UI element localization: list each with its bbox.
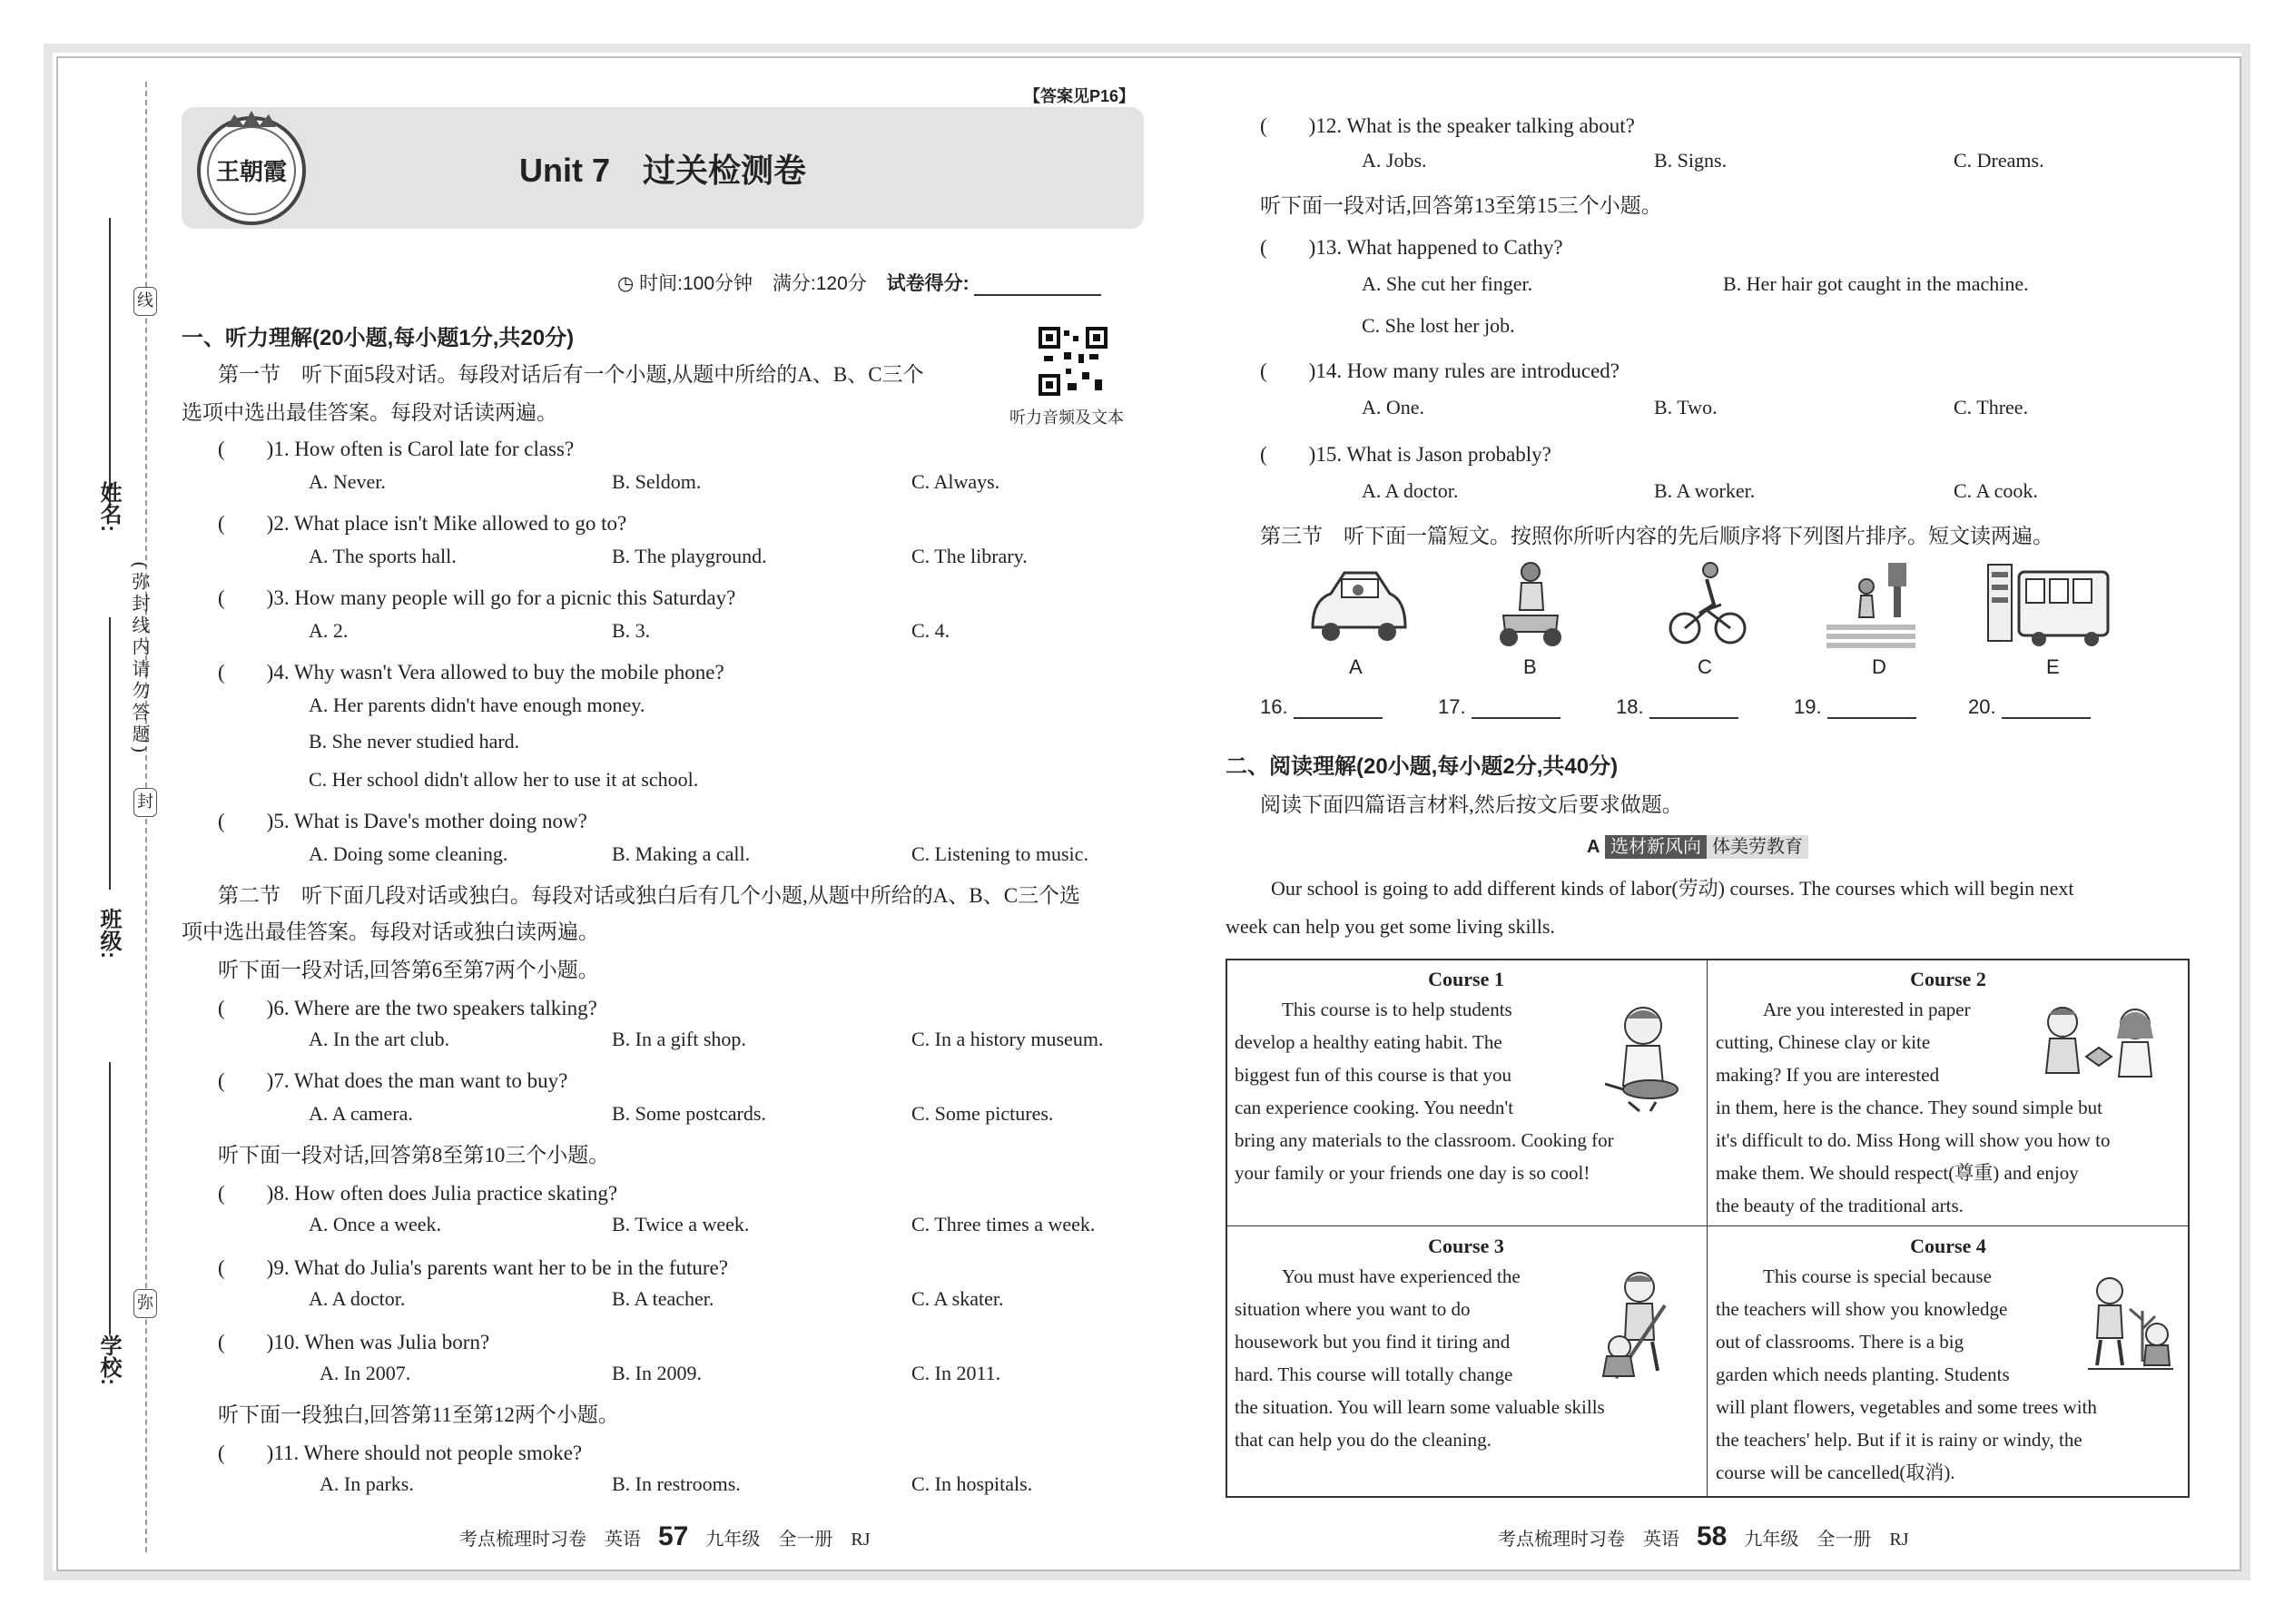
- q13-option-b: B. Her hair got caught in the machine.: [1723, 272, 2029, 295]
- part2-instruction-2: 项中选出最佳答案。每段对话或独白读两遍。: [182, 920, 599, 943]
- footer-right-grade: 九年级 全一册 RJ: [1744, 1530, 1909, 1550]
- q9-option-a: A. A doctor.: [309, 1287, 406, 1310]
- q11-option-a: A. In parks.: [320, 1472, 414, 1495]
- picture-label-e: E: [2046, 655, 2060, 678]
- q5-option-b: B. Making a call.: [612, 842, 751, 865]
- course-3-cell: [1226, 1225, 1707, 1498]
- question-10: ( )10. When was Julia born?: [218, 1331, 490, 1353]
- passage-intro-2: week can help you get some living skills.: [1226, 915, 1555, 938]
- q15-option-b: B. A worker.: [1654, 479, 1756, 502]
- course-3-line-4: hard. This course will totally change: [1235, 1363, 1513, 1385]
- instruction-11-12: 听下面一段独白,回答第11至第12两个小题。: [218, 1403, 619, 1426]
- q3-option-c: C. 4.: [911, 619, 950, 642]
- q5-option-a: A. Doing some cleaning.: [309, 842, 508, 865]
- q5-option-c: C. Listening to music.: [911, 842, 1088, 865]
- course-4-line-7: course will be cancelled(取消).: [1716, 1462, 1955, 1483]
- blank-20[interactable]: [1968, 695, 2091, 719]
- course-4-line-1: This course is special because: [1763, 1265, 1992, 1287]
- clock-icon: ◷: [617, 273, 635, 294]
- q13-option-c: C. She lost her job.: [1362, 314, 1515, 337]
- footer-right: [1498, 1521, 1909, 1552]
- listening-heading: 一、听力理解(20小题,每小题1分,共20分): [182, 326, 575, 350]
- footer-left: [459, 1521, 871, 1552]
- q12-option-c: C. Dreams.: [1954, 149, 2044, 172]
- blank-17-label: 17.: [1438, 695, 1466, 718]
- course-2-title: Course 2: [1910, 968, 1986, 990]
- passage-intro-1: Our school is going to add different kinds of labor(劳动) courses. The courses which will begin next: [1271, 877, 2074, 900]
- question-2: ( )2. What place isn't Mike allowed to go to?: [218, 512, 627, 535]
- course-1-line-3: biggest fun of this course is that you: [1235, 1064, 1512, 1086]
- course-4-line-3: out of classrooms. There is a big: [1716, 1331, 1964, 1353]
- q14-option-b: B. Two.: [1654, 396, 1718, 418]
- course-4-cell: [1707, 1225, 2190, 1498]
- page-number-left: 57: [658, 1521, 689, 1551]
- seal-label: 封: [133, 788, 157, 817]
- q2-option-c: C. The library.: [911, 545, 1028, 567]
- picture-label-b: B: [1523, 655, 1537, 678]
- school-line: [109, 1062, 111, 1334]
- picture-a-car: [1304, 559, 1413, 650]
- course-2-line-7: the beauty of the traditional arts.: [1716, 1195, 1964, 1216]
- question-9: ( )9. What do Julia's parents want her to be in the future?: [218, 1256, 728, 1279]
- question-7: ( )7. What does the man want to buy?: [218, 1069, 568, 1092]
- course-1-illustration-cooking: [1596, 1002, 1696, 1115]
- course-1-line-6: your family or your friends one day is so cool!: [1235, 1162, 1590, 1184]
- picture-c-bicycle: [1667, 559, 1748, 650]
- blank-17[interactable]: [1438, 695, 1561, 719]
- course-2-line-6: make them. We should respect(尊重) and enjoy: [1716, 1162, 2079, 1184]
- q13-option-a: A. She cut her finger.: [1362, 272, 1533, 295]
- course-1-cell: [1226, 959, 1707, 1225]
- instruction-6-7: 听下面一段对话,回答第6至第7两个小题。: [218, 959, 599, 981]
- tag-new-trend: 选材新风向: [1605, 835, 1707, 859]
- course-2-line-5: it's difficult to do. Miss Hong will show you how to: [1716, 1129, 2111, 1151]
- q8-option-c: C. Three times a week.: [911, 1213, 1096, 1235]
- q1-option-c: C. Always.: [911, 470, 1000, 493]
- q4-option-c: C. Her school didn't allow her to use it at school.: [309, 768, 699, 791]
- q3-option-a: A. 2.: [309, 619, 349, 642]
- blank-19[interactable]: [1794, 695, 1916, 719]
- course-4-line-2: the teachers will show you knowledge: [1716, 1298, 2008, 1320]
- course-3-line-2: situation where you want to do: [1235, 1298, 1471, 1320]
- qr-caption: 听力音频及文本: [1009, 408, 1124, 427]
- footer-left-grade: 九年级 全一册 RJ: [705, 1530, 871, 1550]
- class-line: [109, 617, 111, 890]
- question-5: ( )5. What is Dave's mother doing now?: [218, 810, 587, 832]
- picture-label-a: A: [1349, 655, 1363, 678]
- course-1-line-5: bring any materials to the classroom. Cooking for: [1235, 1129, 1614, 1151]
- course-2-cell: [1707, 959, 2190, 1225]
- footer-right-series: 考点梳理时习卷 英语: [1498, 1530, 1679, 1550]
- course-2-line-1: Are you interested in paper: [1763, 999, 1971, 1020]
- reading-intro: 阅读下面四篇语言材料,然后按文后要求做题。: [1260, 793, 1683, 816]
- picture-label-d: D: [1872, 655, 1886, 678]
- part2-instruction-1: 第二节 听下面几段对话或独白。每段对话或独白后有几个小题,从题中所给的A、B、C三个选: [218, 884, 1081, 907]
- course-4-line-6: the teachers' help. But if it is rainy or windy, the: [1716, 1429, 2082, 1451]
- picture-e-bus-stop: [1984, 559, 2112, 650]
- q10-option-c: C. In 2011.: [911, 1362, 1001, 1384]
- course-1-line-2: develop a healthy eating habit. The: [1235, 1031, 1502, 1053]
- q10-option-a: A. In 2007.: [320, 1362, 411, 1384]
- q1-option-a: A. Never.: [309, 470, 386, 493]
- q11-option-b: B. In restrooms.: [612, 1472, 741, 1495]
- q7-option-c: C. Some pictures.: [911, 1102, 1054, 1125]
- question-6: ( )6. Where are the two speakers talking?: [218, 997, 597, 1019]
- question-15: ( )15. What is Jason probably?: [1260, 443, 1551, 466]
- school-label: 学校:: [96, 1334, 121, 1385]
- full-score: 满分:120分: [772, 273, 867, 294]
- q3-option-b: B. 3.: [612, 619, 651, 642]
- q6-option-b: B. In a gift shop.: [612, 1028, 746, 1050]
- q11-option-c: C. In hospitals.: [911, 1472, 1033, 1495]
- score-label: 试卷得分:: [886, 273, 970, 294]
- question-1: ( )1. How often is Carol late for class?: [218, 438, 575, 460]
- q14-option-c: C. Three.: [1954, 396, 2029, 418]
- q9-option-c: C. A skater.: [911, 1287, 1004, 1310]
- question-3: ( )3. How many people will go for a picnic this Saturday?: [218, 586, 736, 609]
- course-1-line-4: can experience cooking. You needn't: [1235, 1097, 1514, 1118]
- course-3-line-1: You must have experienced the: [1282, 1265, 1521, 1287]
- q12-option-a: A. Jobs.: [1362, 149, 1427, 172]
- course-3-illustration-cleaning: [1589, 1269, 1698, 1387]
- course-3-line-6: that can help you do the cleaning.: [1235, 1429, 1492, 1451]
- course-4-line-4: garden which needs planting. Students: [1716, 1363, 2010, 1385]
- q6-option-a: A. In the art club.: [309, 1028, 450, 1050]
- course-3-line-3: housework but you find it tiring and: [1235, 1331, 1511, 1353]
- tag-labor-education: 体美劳教育: [1707, 835, 1808, 859]
- qr-code[interactable]: [1039, 327, 1108, 396]
- question-4: ( )4. Why wasn't Vera allowed to buy the mobile phone?: [218, 661, 724, 684]
- instruction-13-15: 听下面一段对话,回答第13至第15三个小题。: [1260, 194, 1662, 217]
- blank-16[interactable]: [1260, 695, 1383, 719]
- question-14: ( )14. How many rules are introduced?: [1260, 359, 1620, 382]
- q4-option-b: B. She never studied hard.: [309, 730, 520, 753]
- picture-d-crosswalk: [1821, 559, 1921, 650]
- line-label: 线: [133, 287, 157, 316]
- svg-text:王朝霞: 王朝霞: [215, 159, 288, 186]
- q6-option-c: C. In a history museum.: [911, 1028, 1104, 1050]
- picture-b-scooter: [1489, 559, 1570, 650]
- q14-option-a: A. One.: [1362, 396, 1425, 418]
- exam-meta: [617, 269, 1101, 296]
- course-2-line-3: making? If you are interested: [1716, 1064, 1940, 1086]
- course-4-illustration-planting: [2079, 1275, 2179, 1374]
- course-3-title: Course 3: [1428, 1235, 1504, 1257]
- name-line: [109, 218, 111, 508]
- part3-instruction: 第三节 听下面一篇短文。按照你所听内容的先后顺序将下列图片排序。短文读两遍。: [1260, 525, 2053, 547]
- question-12: ( )12. What is the speaker talking about?: [1260, 114, 1635, 137]
- course-2-illustration-crafts: [2026, 1002, 2171, 1089]
- q10-option-b: B. In 2009.: [612, 1362, 702, 1384]
- q15-option-a: A. A doctor.: [1362, 479, 1459, 502]
- course-4-line-5: will plant flowers, vegetables and some trees with: [1716, 1396, 2097, 1418]
- question-11: ( )11. Where should not people smoke?: [218, 1442, 583, 1464]
- q1-option-b: B. Seldom.: [612, 470, 702, 493]
- q2-option-a: A. The sports hall.: [309, 545, 457, 567]
- course-4-title: Course 4: [1910, 1235, 1986, 1257]
- question-13: ( )13. What happened to Cathy?: [1260, 236, 1563, 259]
- q2-option-b: B. The playground.: [612, 545, 767, 567]
- course-3-line-5: the situation. You will learn some valuable skills: [1235, 1396, 1605, 1418]
- footer-left-series: 考点梳理时习卷 英语: [459, 1530, 641, 1550]
- part1-instruction-2: 选项中选出最佳答案。每段对话读两遍。: [182, 401, 557, 424]
- blank-18-label: 18.: [1616, 695, 1644, 718]
- q7-option-a: A. A camera.: [309, 1102, 413, 1125]
- passage-letter: A: [1587, 837, 1600, 857]
- q9-option-b: B. A teacher.: [612, 1287, 714, 1310]
- course-1-line-1: This course is to help students: [1282, 999, 1512, 1020]
- reading-heading: 二、阅读理解(20小题,每小题2分,共40分): [1226, 754, 1619, 779]
- q8-option-a: A. Once a week.: [309, 1213, 441, 1235]
- mi-label: 弥: [133, 1289, 157, 1318]
- picture-label-c: C: [1698, 655, 1712, 678]
- question-8: ( )8. How often does Julia practice skating?: [218, 1182, 618, 1205]
- course-1-title: Course 1: [1428, 968, 1504, 990]
- page-number-right: 58: [1697, 1521, 1728, 1551]
- blank-18[interactable]: [1616, 695, 1738, 719]
- blank-19-label: 19.: [1794, 695, 1822, 718]
- course-2-line-2: cutting, Chinese clay or kite: [1716, 1031, 1931, 1053]
- q12-option-b: B. Signs.: [1654, 149, 1728, 172]
- q4-option-a: A. Her parents didn't have enough money.: [309, 694, 645, 716]
- score-blank[interactable]: [974, 294, 1101, 296]
- passage-tag: [1587, 832, 1808, 858]
- class-label: 班级:: [96, 908, 121, 959]
- q8-option-b: B. Twice a week.: [612, 1213, 750, 1235]
- instruction-8-10: 听下面一段对话,回答第8至第10三个小题。: [218, 1144, 610, 1166]
- q7-option-b: B. Some postcards.: [612, 1102, 766, 1125]
- time-limit: 时间:100分钟: [639, 273, 753, 294]
- name-label: 姓名:: [96, 481, 121, 532]
- page-title: Unit 7 过关检测卷: [518, 152, 806, 189]
- blank-20-label: 20.: [1968, 695, 1996, 718]
- blank-16-label: 16.: [1260, 695, 1288, 718]
- part1-instruction-1: 第一节 听下面5段对话。每段对话后有一个小题,从题中所给的A、B、C三个: [218, 363, 924, 386]
- answer-ref: 【答案见P16】: [1024, 87, 1136, 105]
- course-2-line-4: in them, here is the chance. They sound simple but: [1716, 1097, 2102, 1118]
- q15-option-c: C. A cook.: [1954, 479, 2038, 502]
- seal-note: (弥封线内请勿答题): [129, 561, 151, 757]
